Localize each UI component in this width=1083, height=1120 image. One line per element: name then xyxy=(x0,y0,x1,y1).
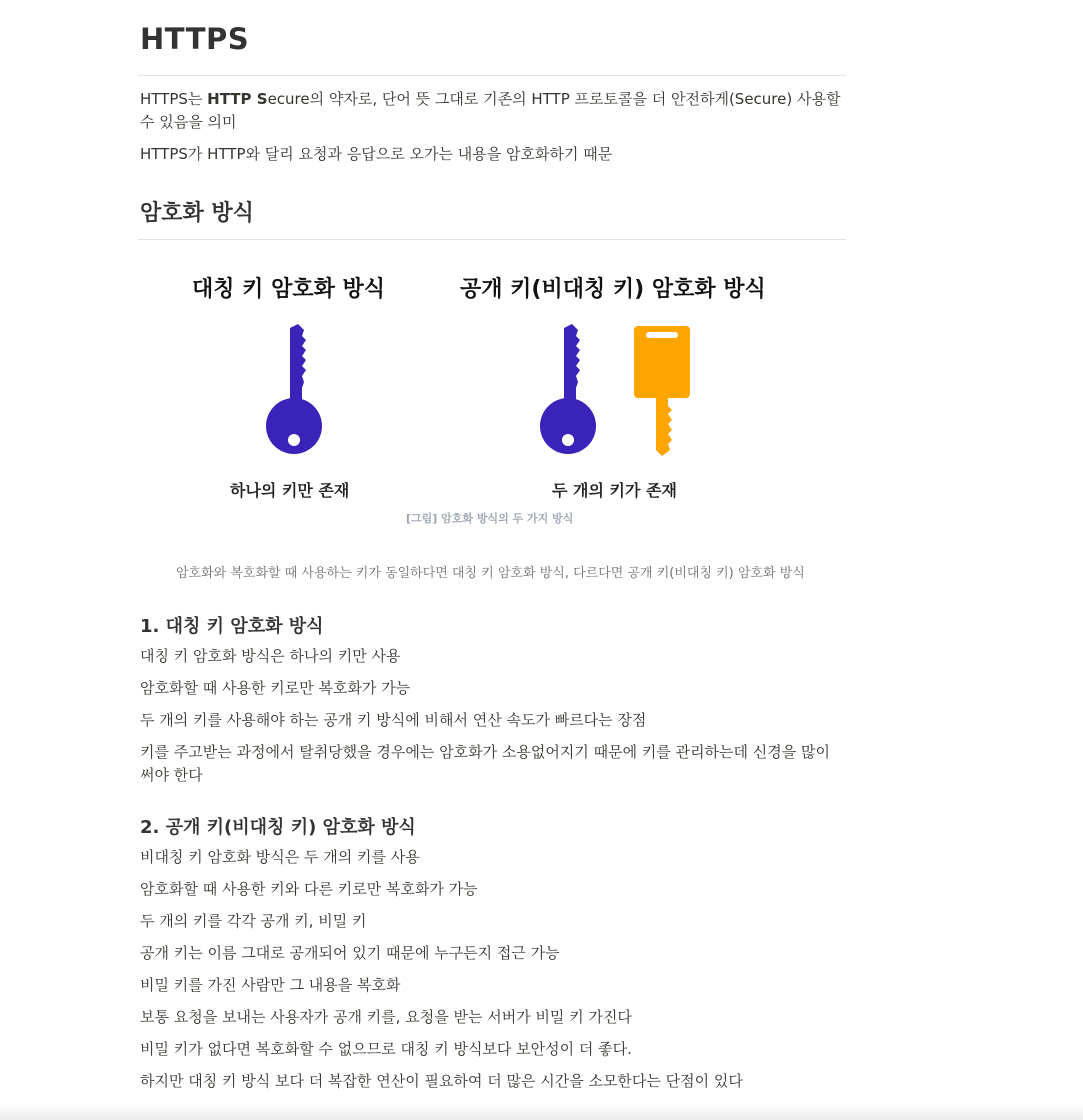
figure-caption: [그림] 암호화 방식의 두 가지 방식 xyxy=(406,512,574,525)
list-item: 대칭 키 암호화 방식은 하나의 키만 사용 xyxy=(140,647,401,665)
list-item: 보통 요청을 보내는 사용자가 공개 키를, 요청을 받는 서버가 비밀 키 가진다 xyxy=(140,1008,632,1026)
figure-right-label: 두 개의 키가 존재 xyxy=(552,481,677,500)
list-item: 암호화할 때 사용한 키로만 복호화가 가능 xyxy=(140,679,411,697)
figure-left-title: 대칭 키 암호화 방식 xyxy=(192,277,385,302)
figure-description: 암호화와 복호화할 때 사용하는 키가 동일하다면 대칭 키 암호화 방식, 다르다면 공개 키(비대칭 키) 암호화 방식 xyxy=(176,566,805,581)
intro-text-rest: ecure의 약자로, 단어 뜻 그대로 기존의 HTTP 프로토콜을 더 안전하게(Secure) 사용할 수 있음을 의미 xyxy=(140,90,841,131)
list-item: 하지만 대칭 키 방식 보다 더 복잡한 연산이 필요하여 더 많은 시간을 소모한다는 단점이 있다 xyxy=(140,1072,743,1090)
blue-key-icon xyxy=(264,324,324,456)
section-divider xyxy=(138,239,846,240)
list-item: 비밀 키가 없다면 복호화할 수 없으므로 대칭 키 방식보다 보안성이 더 좋다. xyxy=(140,1040,632,1058)
list-item: 공개 키는 이름 그대로 공개되어 있기 때문에 누구든지 접근 가능 xyxy=(140,944,560,962)
page-title: HTTPS xyxy=(140,22,250,56)
section-title: 암호화 방식 xyxy=(140,201,254,226)
list-item: 두 개의 키를 사용해야 하는 공개 키 방식에 비해서 연산 속도가 빠르다는 장점 xyxy=(140,711,647,729)
encryption-figure xyxy=(176,258,826,538)
intro-bold-term: HTTP S xyxy=(207,90,268,108)
bottom-shadow xyxy=(0,1104,1083,1120)
intro-paragraph-2: HTTPS가 HTTP와 달리 요청과 응답으로 오가는 내용을 암호화하기 때문 xyxy=(140,145,613,163)
list-item: 비밀 키를 가진 사람만 그 내용을 복호화 xyxy=(140,976,401,994)
symmetric-title: 1. 대칭 키 암호화 방식 xyxy=(140,616,324,637)
intro-text-pre: HTTPS는 xyxy=(140,90,208,108)
intro-paragraph-1 xyxy=(140,88,842,134)
blue-key-icon-2 xyxy=(538,324,598,456)
title-divider xyxy=(138,75,846,76)
orange-key-icon xyxy=(632,324,692,458)
list-item: 키를 주고받는 과정에서 탈취당했을 경우에는 암호화가 소용없어지기 때문에 키를 관리하는데 신경을 많이 써야 한다 xyxy=(140,743,831,784)
figure-left-label: 하나의 키만 존재 xyxy=(230,481,350,500)
list-item: 비대칭 키 암호화 방식은 두 개의 키를 사용 xyxy=(140,848,420,866)
figure-right-title: 공개 키(비대칭 키) 암호화 방식 xyxy=(460,277,766,302)
list-item: 두 개의 키를 각각 공개 키, 비밀 키 xyxy=(140,912,367,930)
asymmetric-title: 2. 공개 키(비대칭 키) 암호화 방식 xyxy=(140,817,416,838)
list-item: 암호화할 때 사용한 키와 다른 키로만 복호화가 가능 xyxy=(140,880,478,898)
